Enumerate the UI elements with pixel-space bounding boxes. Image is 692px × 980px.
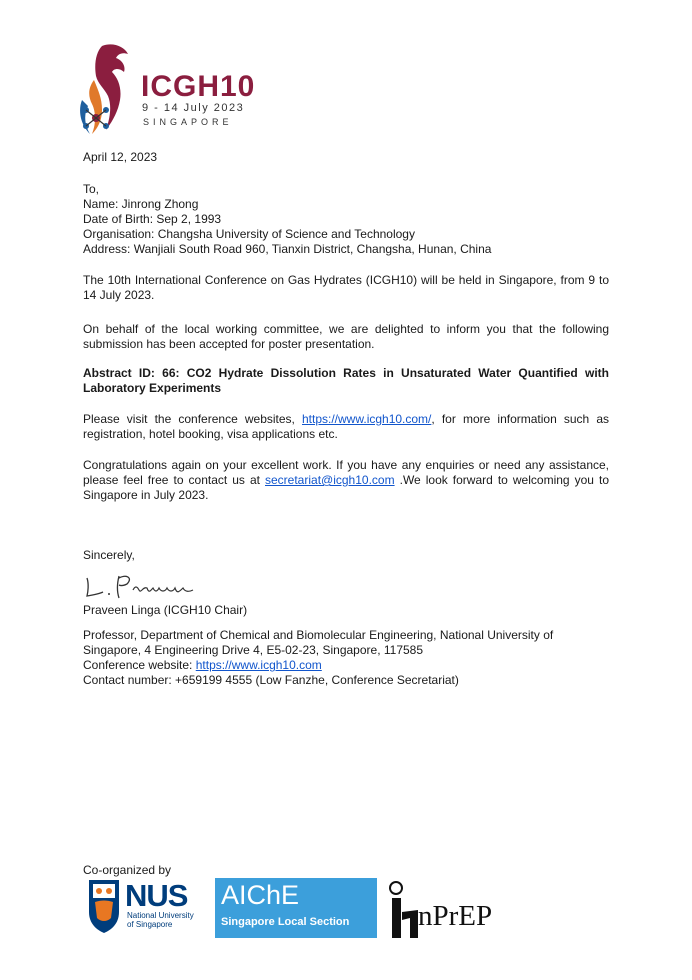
conference-website-line <box>83 658 609 673</box>
paragraph-conference: The 10th International Conference on Gas Hydrates (ICGH10) will be held in Singapore, from 9 to 14 July 2023. <box>83 273 609 302</box>
website-text-before: Please visit the conference websites, <box>83 412 302 426</box>
nus-subtitle <box>127 911 194 929</box>
recipient-organisation: Organisation: Changsha University of Science and Technology <box>83 227 415 241</box>
merlion-logo-icon <box>72 40 142 140</box>
signer-details <box>83 628 609 688</box>
abstract-title: Abstract ID: 66: CO2 Hydrate Dissolution Rates in Unsaturated Water Quantified with Laboratory Experiments <box>83 366 609 395</box>
closing: Sincerely, <box>83 548 135 562</box>
email-link[interactable]: secretariat@icgh10.com <box>265 473 395 487</box>
recipient-dob: Date of Birth: Sep 2, 1993 <box>83 212 222 226</box>
paragraph-website <box>83 412 609 442</box>
website-link[interactable]: https://www.icgh10.com/ <box>302 412 432 426</box>
nus-crest-icon <box>87 878 121 934</box>
letter-date: April 12, 2023 <box>83 150 158 164</box>
paragraph-congratulations <box>83 458 609 503</box>
congrats-text-after: .We look forward to welcoming you to Singapore in July 2023. <box>83 473 609 502</box>
nus-wordmark: NUS <box>125 878 188 913</box>
inprep-mark-icon <box>382 880 422 940</box>
inprep-logo <box>382 880 522 940</box>
logo-city: SINGAPORE <box>143 117 233 127</box>
logo-title: ICGH10 <box>141 70 256 103</box>
aiche-subtitle: Singapore Local Section <box>221 916 350 928</box>
to-line: To, <box>83 182 100 196</box>
co-organized-label: Co-organized by <box>83 863 172 877</box>
paragraph-acceptance: On behalf of the local working committee, we are delighted to inform you that the following submission has been accepted for poster presentation. <box>83 322 609 351</box>
contact-number: Contact number: +659199 4555 (Low Fanzhe, Conference Secretariat) <box>83 673 459 687</box>
nus-logo <box>87 878 207 940</box>
congrats-text-before: Congratulations again on your excellent work. If you have any enquiries or need any assistance, please feel free to contact us at <box>83 458 609 487</box>
nus-subtitle-line2: of Singapore <box>127 920 173 929</box>
recipient-name: Name: Jinrong Zhong <box>83 197 199 211</box>
website-text-after: , for more information such as registration, hotel booking, visa applications etc. <box>83 412 610 441</box>
aiche-wordmark: AIChE <box>221 880 300 910</box>
conference-website-link[interactable]: https://www.icgh10.com <box>195 658 322 672</box>
logo-dates: 9 - 14 July 2023 <box>142 102 245 114</box>
recipient-block <box>83 182 609 257</box>
recipient-address: Address: Wanjiali South Road 960, Tianxin District, Changsha, Hunan, China <box>83 242 492 256</box>
handwritten-signature <box>83 570 213 600</box>
signer-name: Praveen Linga (ICGH10 Chair) <box>83 603 248 617</box>
icgh10-logo <box>72 40 256 140</box>
website-label: Conference website: <box>83 658 196 672</box>
aiche-logo <box>215 878 377 938</box>
signer-title: Professor, Department of Chemical and Biomolecular Engineering, National University of Singapore, 4 Engineering Drive 4, E5-02-23, Singapore, 117585 <box>83 628 554 657</box>
inprep-wordmark: nPrEP <box>418 900 493 932</box>
nus-subtitle-line1: National University <box>127 911 194 920</box>
